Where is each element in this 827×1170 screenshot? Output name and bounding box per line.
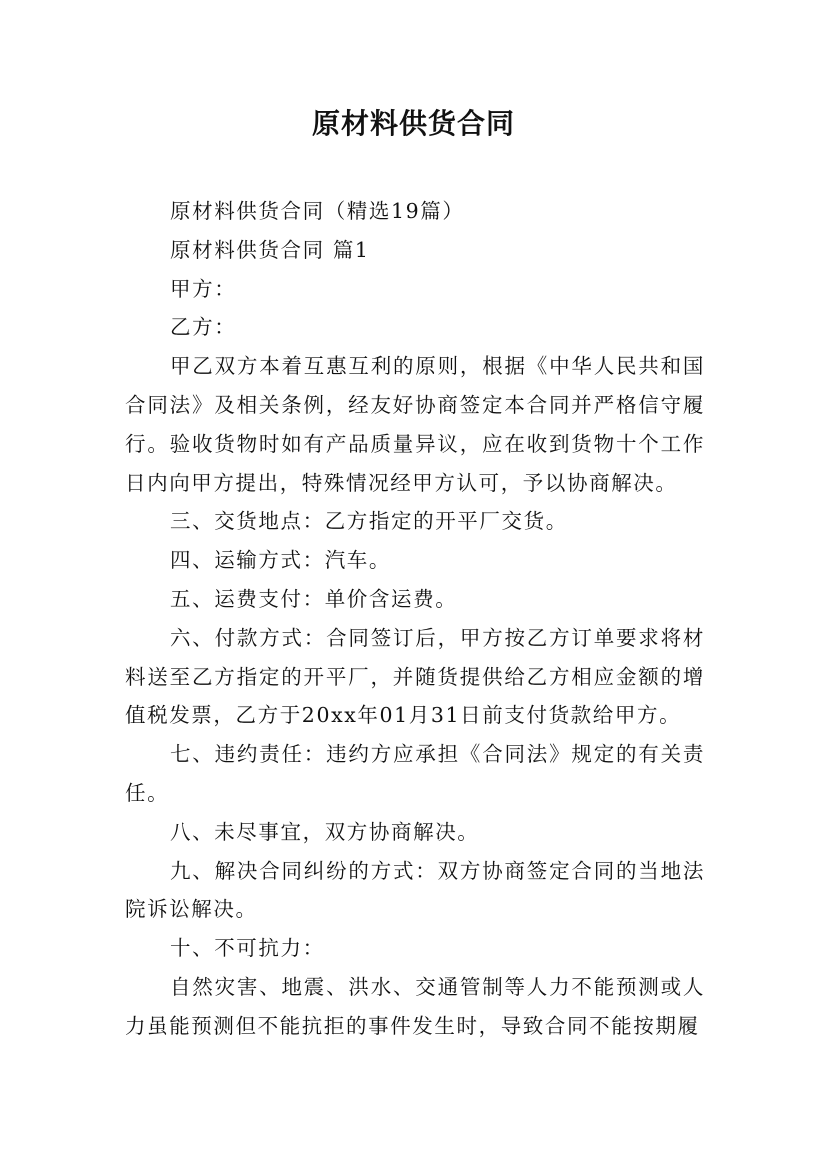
preamble-paragraph: 甲乙双方本着互惠互利的原则，根据《中华人民共和国合同法》及相关条例，经友好协商签定本合同并严格信守履行。验收货物时如有产品质量异议，应在收到货物十个工作日内向甲方提出，特殊情况经甲方认可，予以协商解决。 <box>125 354 705 495</box>
clause-freight: 五、运费支付：单价含运费。 <box>170 586 458 611</box>
clause-transport: 四、运输方式：汽车。 <box>170 548 391 573</box>
clause-liability: 七、违约责任：违约方应承担《合同法》规定的有关责任。 <box>125 742 705 805</box>
document-subtitle: 原材料供货合同（精选19篇） <box>170 199 465 223</box>
clause-other-matters: 八、未尽事宜，双方协商解决。 <box>170 819 480 844</box>
document-title: 原材料供货合同 <box>311 107 515 140</box>
party-a-line: 甲方： <box>170 276 237 301</box>
clause-dispute: 九、解决合同纠纷的方式：双方协商签定合同的当地法院诉讼解决。 <box>125 858 705 922</box>
clause-payment: 六、付款方式：合同签订后，甲方按乙方订单要求将材料送至乙方指定的开平厂，并随货提供给乙方相应金额的增值税发票，乙方于20xx年01月31日前支付货款给甲方。 <box>125 625 705 728</box>
section-heading: 原材料供货合同 篇1 <box>170 237 370 262</box>
force-majeure-paragraph: 自然灾害、地震、洪水、交通管制等人力不能预测或人力虽能预测但不能抗拒的事件发生时，导致合同不能按期履 <box>125 974 705 1038</box>
document-body <box>125 192 705 1046</box>
clause-force-majeure: 十、不可抗力： <box>170 936 325 961</box>
clause-delivery-location: 三、交货地点：乙方指定的开平厂交货。 <box>170 509 568 534</box>
party-b-line: 乙方： <box>170 315 237 340</box>
